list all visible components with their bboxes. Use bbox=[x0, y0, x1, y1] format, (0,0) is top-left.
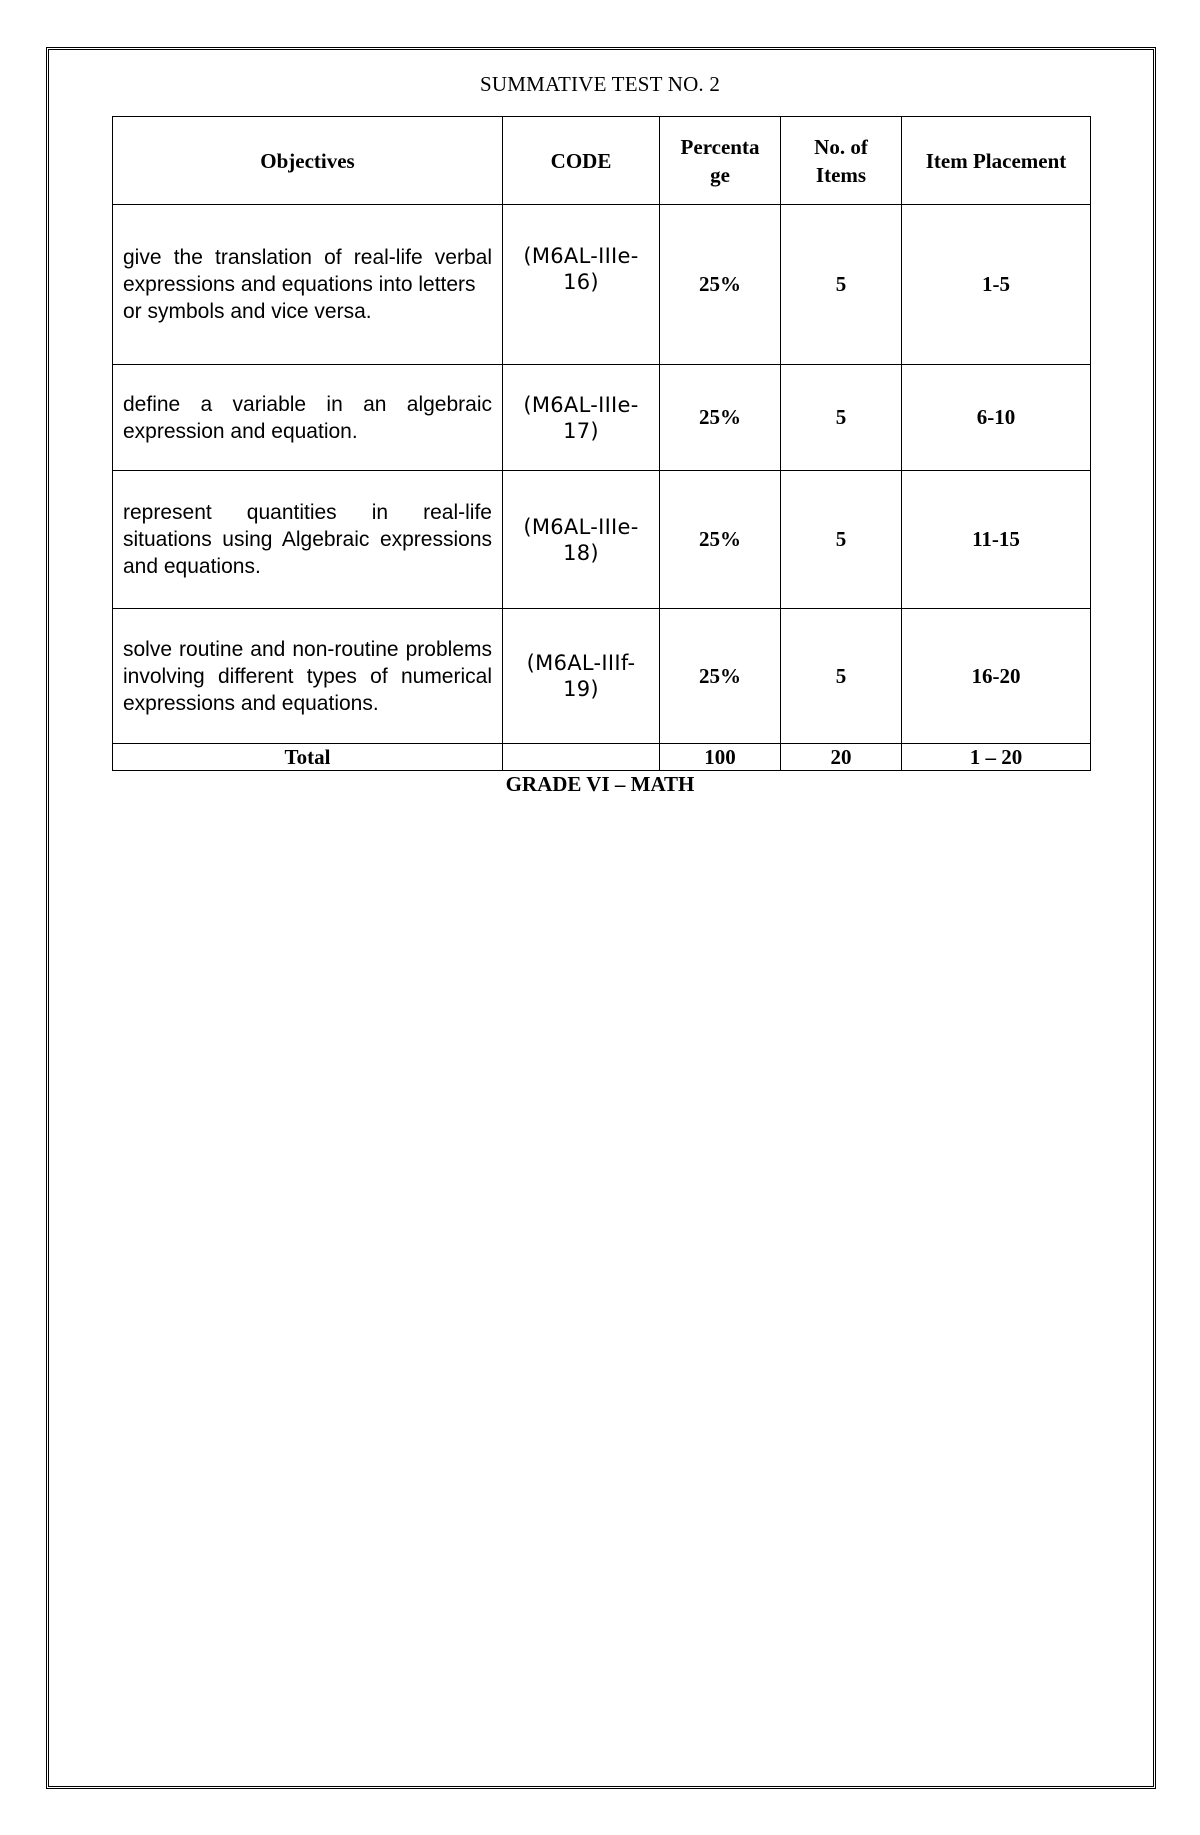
items-cell: 5 bbox=[781, 365, 902, 471]
objective-cell bbox=[113, 471, 503, 609]
objective-text: or symbols and vice versa. bbox=[123, 300, 372, 323]
table-of-specifications bbox=[112, 116, 1091, 771]
items-cell: 5 bbox=[781, 609, 902, 744]
table-row bbox=[113, 609, 1091, 744]
header-placement: Item Placement bbox=[902, 117, 1091, 205]
total-code bbox=[503, 744, 660, 771]
table-row bbox=[113, 205, 1091, 365]
objective-text: give the translation of real-life verbal expressions and equations into letters bbox=[123, 246, 492, 296]
total-percentage: 100 bbox=[660, 744, 781, 771]
percentage-cell: 25% bbox=[660, 205, 781, 365]
code-cell: (M6AL-IIIf-19) bbox=[503, 609, 660, 744]
header-percentage-line1: Percenta bbox=[680, 134, 760, 159]
grade-subject-label: GRADE VI – MATH bbox=[505, 772, 695, 796]
percentage-cell: 25% bbox=[660, 609, 781, 744]
total-label: Total bbox=[113, 744, 503, 771]
header-percentage-line2: ge bbox=[710, 162, 730, 187]
items-cell: 5 bbox=[781, 205, 902, 365]
code-cell: (M6AL-IIIe-17) bbox=[503, 365, 660, 471]
placement-cell: 11-15 bbox=[902, 471, 1091, 609]
objective-text: solve routine and non-routine problems involving different types of numerical expressions and equations. bbox=[123, 637, 492, 715]
placement-cell: 6-10 bbox=[902, 365, 1091, 471]
table-row bbox=[113, 365, 1091, 471]
header-row bbox=[113, 117, 1091, 205]
table-row bbox=[113, 471, 1091, 609]
header-items-line1: No. of bbox=[814, 134, 868, 159]
code-cell: (M6AL-IIIe-18) bbox=[503, 471, 660, 609]
objective-text: define a variable in an algebraic expression and equation. bbox=[123, 392, 492, 443]
code-cell: (M6AL-IIIe-16) bbox=[503, 205, 660, 365]
placement-cell: 1-5 bbox=[902, 205, 1091, 365]
header-code: CODE bbox=[503, 117, 660, 205]
header-items bbox=[781, 117, 902, 205]
objective-text: represent quantities in real-life situations using Algebraic expressions and equations. bbox=[123, 501, 492, 578]
header-percentage bbox=[660, 117, 781, 205]
header-objectives: Objectives bbox=[113, 117, 503, 205]
placement-cell: 16-20 bbox=[902, 609, 1091, 744]
header-items-line2: Items bbox=[815, 162, 867, 187]
objective-cell bbox=[113, 205, 503, 365]
percentage-cell: 25% bbox=[660, 471, 781, 609]
objective-cell bbox=[113, 609, 503, 744]
total-row bbox=[113, 744, 1091, 771]
total-placement: 1 – 20 bbox=[902, 744, 1091, 771]
items-cell: 5 bbox=[781, 471, 902, 609]
objective-cell bbox=[113, 365, 503, 471]
total-items: 20 bbox=[781, 744, 902, 771]
document-title: SUMMATIVE TEST NO. 2 bbox=[479, 72, 721, 96]
percentage-cell: 25% bbox=[660, 365, 781, 471]
